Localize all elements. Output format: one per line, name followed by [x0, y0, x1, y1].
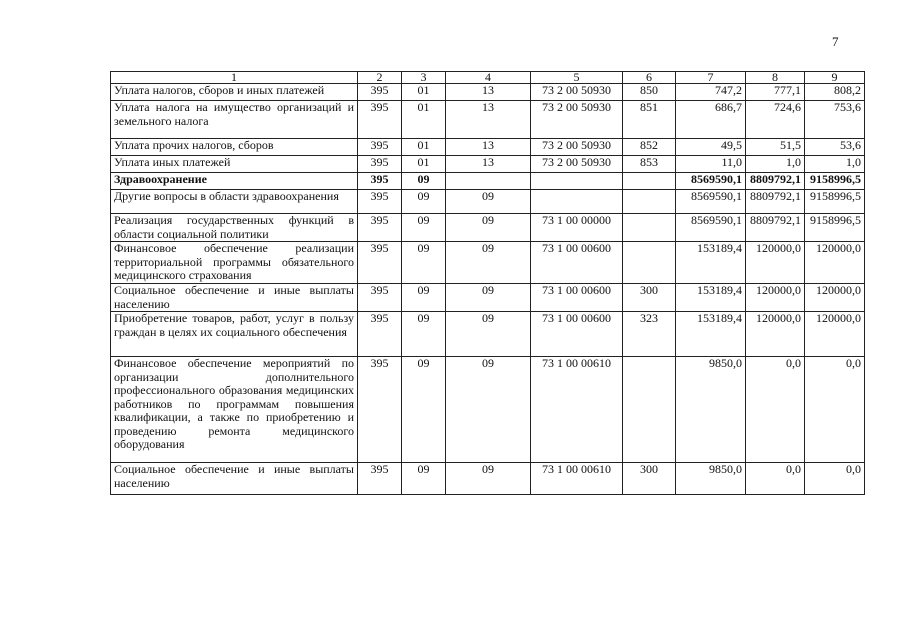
cell-expense-type	[623, 214, 676, 242]
cell-target-article: 73 1 00 00600	[531, 312, 623, 357]
cell-amount-col7: 153189,4	[676, 312, 746, 357]
table-row	[111, 101, 865, 139]
header-cell: 8	[746, 72, 805, 84]
cell-expense-type: 851	[623, 101, 676, 139]
cell-expense-type	[623, 242, 676, 284]
cell-chapter: 395	[358, 173, 402, 190]
cell-amount-col8: 724,6	[746, 101, 805, 139]
header-cell: 7	[676, 72, 746, 84]
cell-subsection: 09	[446, 284, 531, 312]
row-name: Реализация государственных функций в области социальной политики	[111, 214, 358, 242]
cell-amount-col9: 9158996,5	[805, 190, 865, 214]
cell-chapter: 395	[358, 214, 402, 242]
cell-chapter: 395	[358, 101, 402, 139]
cell-subsection: 09	[446, 357, 531, 463]
cell-target-article: 73 2 00 50930	[531, 101, 623, 139]
cell-target-article: 73 2 00 50930	[531, 84, 623, 101]
page-number: 7	[832, 34, 839, 49]
cell-subsection: 09	[446, 312, 531, 357]
cell-amount-col8: 1,0	[746, 156, 805, 173]
cell-amount-col9: 1,0	[805, 156, 865, 173]
cell-section: 09	[402, 173, 446, 190]
cell-amount-col7: 686,7	[676, 101, 746, 139]
cell-section: 09	[402, 357, 446, 463]
row-name: Уплата прочих налогов, сборов	[111, 139, 358, 156]
cell-amount-col7: 153189,4	[676, 284, 746, 312]
cell-subsection: 13	[446, 156, 531, 173]
cell-amount-col9: 120000,0	[805, 284, 865, 312]
cell-section: 09	[402, 463, 446, 495]
cell-amount-col7: 747,2	[676, 84, 746, 101]
table-row	[111, 242, 865, 284]
cell-amount-col8: 120000,0	[746, 284, 805, 312]
cell-target-article: 73 2 00 50930	[531, 156, 623, 173]
cell-expense-type: 300	[623, 284, 676, 312]
cell-subsection: 09	[446, 463, 531, 495]
cell-chapter: 395	[358, 84, 402, 101]
cell-amount-col8: 0,0	[746, 357, 805, 463]
row-name: Финансовое обеспечение мероприятий по организации дополнительного профессионального образования медицинских работников по программам повышения квалификации, а также по приобретению и проведению ремонта медицинского оборудования	[111, 357, 358, 463]
cell-subsection: 09	[446, 190, 531, 214]
cell-target-article: 73 1 00 00600	[531, 242, 623, 284]
row-name: Уплата иных платежей	[111, 156, 358, 173]
cell-amount-col9: 808,2	[805, 84, 865, 101]
cell-amount-col8: 0,0	[746, 463, 805, 495]
cell-chapter: 395	[358, 242, 402, 284]
cell-target-article: 73 1 00 00600	[531, 284, 623, 312]
cell-amount-col8: 8809792,1	[746, 173, 805, 190]
cell-chapter: 395	[358, 139, 402, 156]
table-row	[111, 284, 865, 312]
cell-amount-col9: 0,0	[805, 357, 865, 463]
table-row	[111, 214, 865, 242]
cell-target-article	[531, 173, 623, 190]
table-row	[111, 357, 865, 463]
cell-section: 09	[402, 284, 446, 312]
cell-expense-type	[623, 173, 676, 190]
cell-amount-col8: 8809792,1	[746, 214, 805, 242]
cell-section: 09	[402, 242, 446, 284]
cell-expense-type: 323	[623, 312, 676, 357]
cell-section: 09	[402, 190, 446, 214]
cell-target-article: 73 1 00 00610	[531, 357, 623, 463]
cell-amount-col8: 120000,0	[746, 312, 805, 357]
cell-subsection: 09	[446, 242, 531, 284]
cell-subsection: 09	[446, 214, 531, 242]
cell-expense-type: 853	[623, 156, 676, 173]
table-row	[111, 139, 865, 156]
cell-section: 01	[402, 101, 446, 139]
header-cell: 3	[402, 72, 446, 84]
cell-amount-col9: 9158996,5	[805, 173, 865, 190]
row-name: Финансовое обеспечение реализации территориальной программы обязательного медицинского страхования	[111, 242, 358, 284]
cell-amount-col8: 120000,0	[746, 242, 805, 284]
cell-section: 01	[402, 139, 446, 156]
cell-target-article: 73 2 00 50930	[531, 139, 623, 156]
table-row	[111, 173, 865, 190]
header-cell: 6	[623, 72, 676, 84]
cell-amount-col7: 49,5	[676, 139, 746, 156]
cell-amount-col8: 777,1	[746, 84, 805, 101]
table-row	[111, 312, 865, 357]
cell-chapter: 395	[358, 156, 402, 173]
header-cell: 9	[805, 72, 865, 84]
cell-chapter: 395	[358, 357, 402, 463]
cell-amount-col7: 8569590,1	[676, 214, 746, 242]
table-header-row	[111, 72, 865, 84]
header-cell: 4	[446, 72, 531, 84]
cell-amount-col9: 120000,0	[805, 312, 865, 357]
cell-chapter: 395	[358, 463, 402, 495]
cell-amount-col7: 9850,0	[676, 463, 746, 495]
row-name: Социальное обеспечение и иные выплаты населению	[111, 284, 358, 312]
cell-subsection	[446, 173, 531, 190]
header-cell: 5	[531, 72, 623, 84]
cell-amount-col7: 8569590,1	[676, 173, 746, 190]
cell-chapter: 395	[358, 190, 402, 214]
cell-amount-col7: 9850,0	[676, 357, 746, 463]
cell-amount-col7: 153189,4	[676, 242, 746, 284]
cell-expense-type	[623, 357, 676, 463]
row-name: Другие вопросы в области здравоохранения	[111, 190, 358, 214]
row-name: Социальное обеспечение и иные выплаты населению	[111, 463, 358, 495]
cell-subsection: 13	[446, 84, 531, 101]
table-row	[111, 84, 865, 101]
cell-chapter: 395	[358, 312, 402, 357]
cell-expense-type	[623, 190, 676, 214]
cell-amount-col9: 9158996,5	[805, 214, 865, 242]
cell-expense-type: 852	[623, 139, 676, 156]
cell-section: 09	[402, 312, 446, 357]
table-row	[111, 156, 865, 173]
cell-subsection: 13	[446, 101, 531, 139]
cell-expense-type: 850	[623, 84, 676, 101]
cell-amount-col7: 8569590,1	[676, 190, 746, 214]
row-name: Здравоохранение	[111, 173, 358, 190]
budget-table	[110, 71, 865, 495]
row-name: Уплата налога на имущество организаций и земельного налога	[111, 101, 358, 139]
row-name: Уплата налогов, сборов и иных платежей	[111, 84, 358, 101]
cell-target-article: 73 1 00 00000	[531, 214, 623, 242]
cell-amount-col9: 120000,0	[805, 242, 865, 284]
table-row	[111, 463, 865, 495]
cell-amount-col8: 51,5	[746, 139, 805, 156]
cell-section: 01	[402, 84, 446, 101]
cell-amount-col9: 53,6	[805, 139, 865, 156]
cell-amount-col9: 753,6	[805, 101, 865, 139]
cell-amount-col7: 11,0	[676, 156, 746, 173]
cell-target-article: 73 1 00 00610	[531, 463, 623, 495]
cell-subsection: 13	[446, 139, 531, 156]
cell-chapter: 395	[358, 284, 402, 312]
row-name: Приобретение товаров, работ, услуг в пользу граждан в целях их социального обеспечения	[111, 312, 358, 357]
header-cell: 1	[111, 72, 358, 84]
cell-expense-type: 300	[623, 463, 676, 495]
cell-section: 01	[402, 156, 446, 173]
cell-section: 09	[402, 214, 446, 242]
header-cell: 2	[358, 72, 402, 84]
cell-target-article	[531, 190, 623, 214]
table-row	[111, 190, 865, 214]
cell-amount-col8: 8809792,1	[746, 190, 805, 214]
cell-amount-col9: 0,0	[805, 463, 865, 495]
